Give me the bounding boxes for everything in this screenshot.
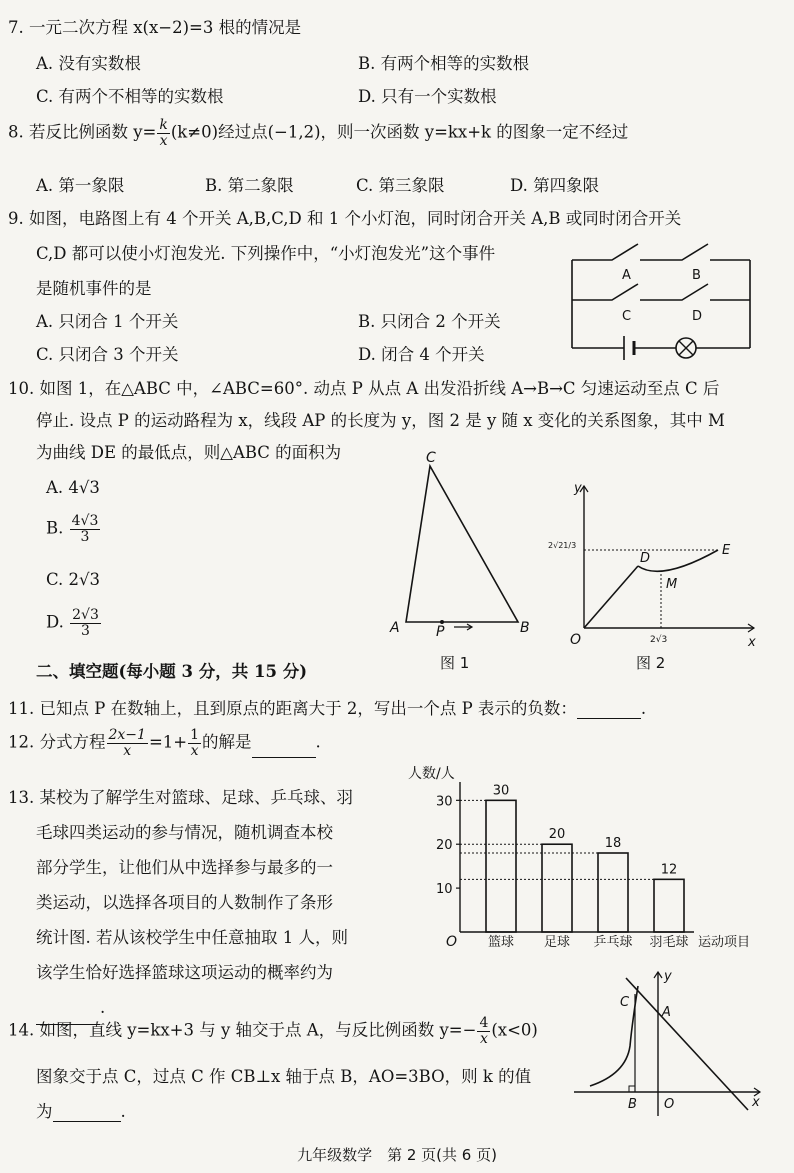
q11-answer-blank bbox=[577, 702, 641, 720]
q8-option-c: C. 第三象限 bbox=[356, 176, 445, 195]
section-2-heading: 二、填空题(每小题 3 分，共 15 分) bbox=[36, 662, 308, 681]
switch-label-a: A bbox=[622, 268, 631, 283]
q14-label-b: B bbox=[628, 1097, 637, 1112]
fig2-xtick: 2√3 bbox=[650, 635, 668, 645]
q14-label-x: x bbox=[752, 1095, 760, 1110]
q8-frac-den: x bbox=[159, 132, 168, 149]
bar-chart bbox=[398, 760, 772, 956]
chart-bar bbox=[654, 879, 684, 932]
page-footer: 九年级数学 第 2 页(共 6 页) bbox=[297, 1146, 497, 1164]
q12-pre: 12. 分式方程 bbox=[8, 732, 106, 752]
switch-label-d: D bbox=[692, 309, 703, 324]
chart-bar bbox=[598, 853, 628, 932]
q10-option-b-label: B. bbox=[46, 518, 64, 538]
q12-answer-blank bbox=[252, 741, 316, 759]
q7-option-c: C. 有两个不相等的实数根 bbox=[36, 87, 224, 106]
chart-origin: O bbox=[446, 934, 458, 950]
q14-line1-pre: 14. 如图，直线 y=kx+3 与 y 轴交于点 A，与反比例函数 y=− bbox=[8, 1020, 477, 1040]
chart-data-label: 18 bbox=[604, 836, 622, 851]
q10-option-b-den: 3 bbox=[80, 528, 90, 545]
q13-line: 统计图. 若从该校学生中任意抽取 1 人，则 bbox=[36, 928, 348, 947]
q11-text: 11. 已知点 P 在数轴上，且到原点的距离大于 2，写出一个点 P 表示的负数： bbox=[8, 699, 577, 718]
q9-option-c: C. 只闭合 3 个开关 bbox=[36, 345, 179, 364]
q7-option-d: D. 只有一个实数根 bbox=[358, 87, 497, 106]
fig1-label-b: B bbox=[520, 620, 530, 636]
q10-line1: 10. 如图 1，在△ABC 中，∠ABC=60°. 动点 P 从点 A 出发沿折线 A→B→C 匀速运动至点 C 后 bbox=[8, 379, 720, 398]
q12: 12. 分式方程 $\frac{2x-1}{x}$ =1+ $\frac{1}{x}$ 的解是 . bbox=[8, 727, 321, 759]
q14-label-y: y bbox=[664, 969, 672, 984]
q14-hyperbola bbox=[590, 986, 638, 1086]
q14-figure bbox=[574, 966, 774, 1126]
q12-frac-2 bbox=[188, 728, 201, 758]
fig2-label-e: E bbox=[722, 543, 731, 558]
fig2-label-d: D bbox=[640, 551, 651, 566]
q12-post: 的解是 bbox=[202, 732, 252, 752]
q10-option-d-den: 3 bbox=[81, 622, 90, 639]
chart-data-label: 20 bbox=[548, 827, 566, 843]
q10-option-c: C. 2√3 bbox=[46, 570, 101, 589]
circuit-diagram bbox=[560, 236, 760, 368]
switch-label-c: C bbox=[622, 309, 632, 324]
chart-category-label: 乒乓球 bbox=[593, 935, 633, 950]
q8-option-d: D. 第四象限 bbox=[510, 176, 600, 195]
q12-frac-2-den: x bbox=[190, 742, 199, 759]
q9-line1: 9. 如图，电路图上有 4 个开关 A,B,C,D 和 1 个小灯泡，同时闭合开关 A,B 或同时闭合开关 bbox=[8, 209, 682, 228]
q14-answer-blank bbox=[53, 1105, 121, 1123]
q8-option-b: B. 第二象限 bbox=[205, 176, 294, 195]
chart-data-label: 12 bbox=[660, 862, 678, 878]
q14-label-a: A bbox=[662, 1005, 671, 1020]
q13-text bbox=[8, 780, 353, 1025]
fig2-label-m: M bbox=[666, 577, 678, 592]
q12-frac-1-den: x bbox=[123, 742, 132, 759]
fig1-label-p: P bbox=[436, 624, 445, 640]
q14-line1 bbox=[8, 1016, 538, 1046]
q13-answer-line: . bbox=[8, 990, 353, 1025]
q14-line1-post: (x<0) bbox=[491, 1020, 538, 1040]
q8-stem-post: (k≠0)经过点(−1,2)，则一次函数 y=kx+k 的图象一定不经过 bbox=[170, 122, 629, 142]
q12-mid: =1+ bbox=[148, 732, 188, 752]
fig2-ytick: 2√21/3 bbox=[548, 541, 577, 550]
figure-2-graph bbox=[548, 478, 764, 674]
q9-option-d: D. 闭合 4 个开关 bbox=[358, 345, 485, 364]
chart-bar bbox=[486, 800, 516, 932]
q9-line2: C,D 都可以使小灯泡发光. 下列操作中，“小灯泡发光”这个事件 bbox=[36, 244, 496, 263]
q12-frac-1 bbox=[107, 728, 148, 758]
fig1-label-c: C bbox=[426, 450, 436, 466]
fig2-caption: 图 2 bbox=[636, 654, 666, 672]
q14-frac-den: x bbox=[479, 1030, 488, 1047]
q10-option-d-num: 2√3 bbox=[72, 607, 99, 623]
q12-frac-2-num: 1 bbox=[190, 727, 200, 743]
q12-frac-1-num: 2x−1 bbox=[108, 727, 146, 743]
q7-option-b: B. 有两个相等的实数根 bbox=[358, 54, 530, 73]
q9-option-a: A. 只闭合 1 个开关 bbox=[36, 312, 179, 331]
q14-frac-num: 4 bbox=[479, 1015, 489, 1031]
q10-option-b-num: 4√3 bbox=[71, 513, 99, 529]
fig1-caption: 图 1 bbox=[440, 654, 470, 672]
q14-line3-text: 为 bbox=[36, 1102, 53, 1121]
q10-option-d-frac bbox=[70, 608, 101, 638]
q10-option-b-frac bbox=[70, 514, 101, 544]
chart-ylabel: 人数/人 bbox=[408, 766, 455, 782]
chart-xlabel: 运动项目 bbox=[698, 935, 751, 950]
q10-option-d-label: D. bbox=[46, 612, 64, 632]
chart-category-label: 篮球 bbox=[487, 935, 515, 950]
chart-bar bbox=[542, 844, 572, 932]
q14-label-o: O bbox=[664, 1097, 675, 1112]
chart-category-label: 足球 bbox=[543, 935, 571, 950]
figure-1-triangle bbox=[378, 444, 538, 674]
chart-category-label: 羽毛球 bbox=[649, 935, 689, 950]
chart-y-tick-label: 10 bbox=[436, 882, 453, 898]
q14-fraction bbox=[477, 1016, 490, 1046]
q13-line: 部分学生，让他们从中选择参与最多的一 bbox=[36, 858, 333, 877]
q13-line: 毛球四类运动的参与情况，随机调查本校 bbox=[36, 823, 333, 842]
q10-option-d bbox=[46, 608, 102, 638]
q7-option-a: A. 没有实数根 bbox=[36, 54, 141, 73]
q14-line bbox=[626, 978, 748, 1110]
q8-stem bbox=[8, 118, 628, 148]
chart-y-tick-label: 30 bbox=[436, 794, 453, 810]
q8-stem-pre: 8. 若反比例函数 y= bbox=[8, 122, 157, 142]
q13-line: 类运动，以选择各项目的人数制作了条形 bbox=[36, 893, 333, 912]
q7-stem: 7. 一元二次方程 x(x−2)=3 根的情况是 bbox=[8, 18, 302, 37]
fig2-label-x: x bbox=[748, 635, 756, 650]
q11: 11. 已知点 P 在数轴上，且到原点的距离大于 2，写出一个点 P 表示的负数： . bbox=[8, 699, 647, 718]
chart-data-label: 30 bbox=[492, 783, 510, 799]
q14-label-c: C bbox=[620, 995, 630, 1010]
q14-line3: 为 . bbox=[36, 1102, 126, 1121]
q10-option-a: A. 4√3 bbox=[46, 478, 100, 497]
q10-line2: 停止. 设点 P 的运动路程为 x，线段 AP 的长度为 y，图 2 是 y 随 x 变化的关系图象，其中 M bbox=[36, 411, 725, 430]
q8-fraction bbox=[157, 118, 169, 148]
q13-line: 该学生恰好选择篮球这项运动的概率约为 bbox=[36, 963, 333, 982]
q10-line3: 为曲线 DE 的最低点，则△ABC 的面积为 bbox=[36, 443, 342, 462]
q9-line3: 是随机事件的是 bbox=[36, 279, 152, 298]
switch-label-b: B bbox=[692, 268, 701, 283]
fig1-label-a: A bbox=[390, 620, 400, 636]
q8-option-a: A. 第一象限 bbox=[36, 176, 125, 195]
lamp-icon bbox=[676, 338, 696, 358]
q10-option-b bbox=[46, 514, 101, 544]
fig2-label-o: O bbox=[570, 632, 582, 648]
q8-frac-num: k bbox=[159, 117, 168, 133]
chart-y-tick-label: 20 bbox=[436, 838, 453, 854]
fig2-label-y: y bbox=[574, 481, 582, 496]
q14-line2: 图象交于点 C，过点 C 作 CB⊥x 轴于点 B，AO=3BO，则 k 的值 bbox=[36, 1067, 532, 1086]
q9-option-b: B. 只闭合 2 个开关 bbox=[358, 312, 501, 331]
q13-line: 13. 某校为了解学生对篮球、足球、乒乓球、羽 bbox=[8, 788, 353, 807]
